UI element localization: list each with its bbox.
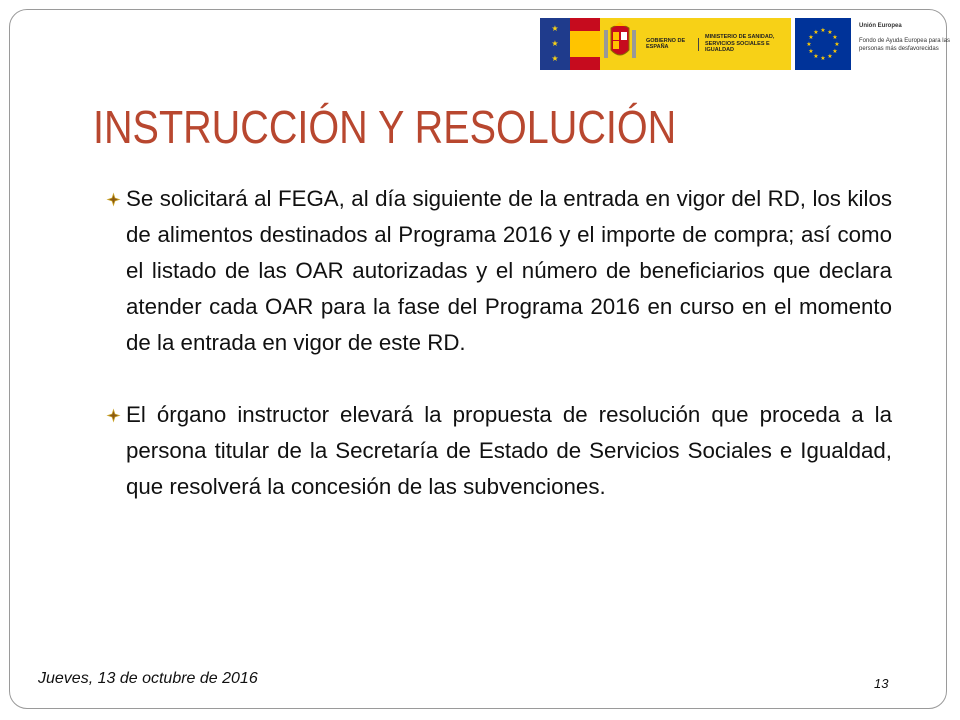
- svg-text:★: ★: [808, 34, 814, 41]
- svg-text:★: ★: [832, 34, 838, 41]
- svg-text:★: ★: [834, 41, 840, 48]
- slide-content: [100, 181, 892, 505]
- svg-text:★: ★: [832, 48, 838, 55]
- coat-of-arms-icon: [600, 18, 640, 70]
- diamond-bullet-icon: [106, 408, 121, 423]
- bullet-paragraph-2: [100, 397, 892, 505]
- svg-text:★: ★: [820, 55, 826, 62]
- government-logo: [540, 18, 791, 70]
- svg-text:★: ★: [806, 41, 812, 48]
- eu-subtitle: Fondo de Ayuda Europea para las personas más desfavorecidas: [859, 38, 950, 52]
- footer-date: Jueves, 13 de octubre de 2016: [38, 670, 258, 687]
- bullet-paragraph-1: [100, 181, 892, 361]
- bullet-text-1: Se solicitará al FEGA, al día siguiente de la entrada en vigor del RD, los kilos de alimentos destinados al Programa 2016 y el importe de compra; así como el listado de las OAR autorizadas y el número de beneficiarios que declara atender cada OAR para la fase del Programa 2016 en curso en el momento de la entrada en vigor de este RD.: [126, 186, 892, 355]
- diamond-bullet-icon: [106, 192, 121, 207]
- svg-text:★: ★: [813, 53, 819, 60]
- svg-text:★: ★: [820, 27, 826, 34]
- slide-title: INSTRUCCIÓN Y RESOLUCIÓN: [93, 101, 677, 153]
- page-number: 13: [874, 676, 889, 691]
- svg-text:★: ★: [808, 48, 814, 55]
- eu-title: Unión Europea: [859, 23, 902, 29]
- svg-text:★: ★: [827, 53, 833, 60]
- gov-text: GOBIERNO DE ESPAÑA: [640, 38, 699, 51]
- spain-flag-icon: [570, 18, 600, 70]
- ministry-text: MINISTERIO DE SANIDAD, SERVICIOS SOCIALES E IGUALDAD: [705, 34, 775, 54]
- eu-text: [851, 18, 960, 70]
- eu-stars-stripe: ★ ★ ★: [540, 18, 570, 70]
- eu-flag-icon: [795, 18, 851, 70]
- bullet-text-2: El órgano instructor elevará la propuesta de resolución que proceda a la persona titular de la Secretaría de Estado de Servicios Sociales e Igualdad, que resolverá la concesión de las subvenciones.: [126, 402, 892, 499]
- svg-text:★: ★: [827, 29, 833, 36]
- header-logos: [540, 18, 960, 70]
- svg-text:★: ★: [813, 29, 819, 36]
